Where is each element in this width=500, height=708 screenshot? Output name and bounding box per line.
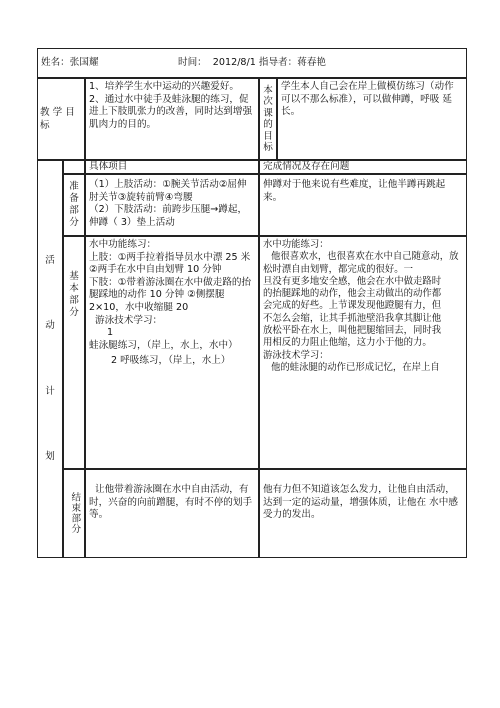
end-section-label: 结束部分 bbox=[63, 469, 85, 558]
section-header-blank bbox=[63, 160, 85, 174]
goal-item-2: 2、通过水中徒手及蛙泳腿的练习，促进上下肢肌张力的改善，同时达到增强肌肉力的目的。 bbox=[89, 93, 253, 130]
basic-section-label: 基 本 部 分 bbox=[63, 236, 85, 469]
basic-item-5: 1 bbox=[107, 327, 114, 339]
goals-content bbox=[85, 78, 259, 160]
lesson-goal-content: 学生本人自己会在岸上做模仿练习（动作可以不那么标准），可以做伸蹲，呼吸 延长。 bbox=[277, 78, 467, 160]
student-name: 姓名：张国耀 bbox=[41, 56, 99, 68]
col-header-status: 完成情况及存在问题 bbox=[259, 160, 467, 174]
basic-item-4: 游泳技术学习： bbox=[95, 314, 163, 326]
basic-item-1: 水中功能练习： bbox=[89, 239, 157, 250]
prep-status: 伸蹲对于他来说有些难度，让他半蹲再跳起 来。 bbox=[259, 174, 467, 236]
activity-plan-label: 活 动 计 划 bbox=[37, 160, 63, 558]
basic-item-3: 下肢：①带着游泳圈在水中做走路的抬腿踩地的动作 10 分钟 ②侧摆腿 2×10，水中收缩腿 20 bbox=[89, 276, 252, 313]
col-header-specific: 具体项目 bbox=[85, 160, 259, 174]
lesson-goal-label: 本次课的目标 bbox=[259, 78, 277, 160]
basic-item-2: 上肢：①两手拉着指导员水中漂 25 米 ②两手在水中自由划臂 10 分钟 bbox=[89, 251, 251, 276]
basic-item-7: 2 呼吸练习，（岸上，水上） bbox=[111, 355, 231, 367]
time-label: 时间： bbox=[178, 56, 207, 68]
instructor-name: 蒋春艳 bbox=[297, 56, 327, 68]
end-content: 让他带着游泳圈在水中自由活动，有时，兴奋的向前蹭腿，有时不停的划手等。 bbox=[85, 469, 259, 558]
basic-status: 水中功能练习： 他很喜欢水，也很喜欢在水中自己随意动，放松时漂自由划臂，都完成的很好。一 旦没有更多地安全感，他会在水中做走路时 的抬腿踩地的动作，他会主动做出的动作都 会完成的好些。上节课发现他蹬腿有力，但 不怎么会缩，让其手抓池壁沿我拿其脚让他 放松平卧在水上，叫他把腿缩回去，同时我 用相反的力阻止他缩，这力小于他的力。 游泳技术学习： 他的蛙泳腿的动作已形成记忆，在岸上自 bbox=[259, 236, 467, 469]
prep-item-1: （1）上肢活动：①腕关节活动②屈伸 肘关节③旋转前臂④弯腰 bbox=[89, 179, 247, 203]
prep-item-2: （2）下肢活动：前跨步压腿→蹲起，伸蹲（ 3）垫上活动 bbox=[89, 204, 248, 228]
end-status: 他有力但不知道该怎么发力，让他自由活动，达到一定的运动量，增强体质，让他在 水中感受力的发出。 bbox=[259, 469, 467, 558]
header-row bbox=[37, 48, 467, 78]
instructor-label: 指导者： bbox=[258, 56, 298, 68]
basic-content bbox=[85, 236, 259, 469]
basic-item-6: 蛙泳腿练习，（岸上，水上，水中） bbox=[89, 339, 238, 351]
prep-content bbox=[85, 174, 259, 236]
goal-item-1: 1、培养学生水中运动的兴趣爱好。 bbox=[89, 81, 240, 92]
lesson-plan-table bbox=[37, 48, 467, 558]
date-value: 2012/8/1 bbox=[212, 56, 256, 68]
goals-label: 教 学 目标 bbox=[37, 78, 85, 160]
prep-section-label: 准 备 部 分 bbox=[63, 174, 85, 236]
